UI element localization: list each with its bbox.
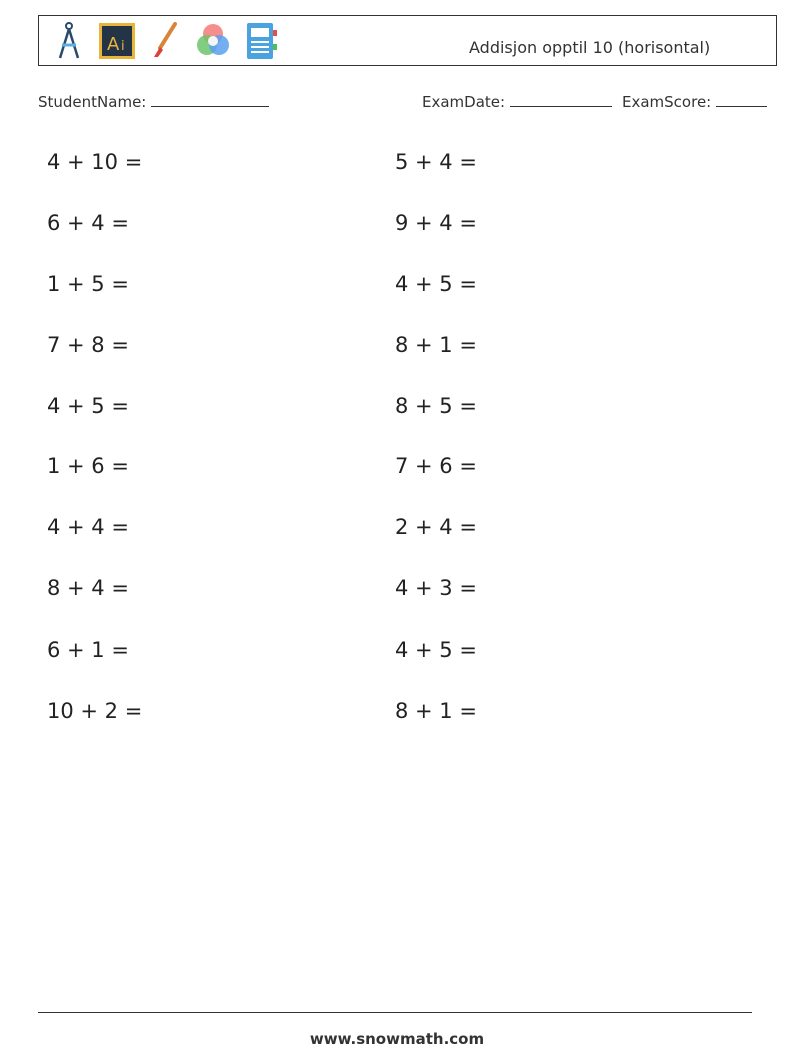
compass-icon: [49, 20, 89, 62]
problem-item: 1 + 6 =: [47, 454, 129, 478]
problem-item: 5 + 4 =: [395, 150, 477, 174]
problem-item: 8 + 4 =: [47, 576, 129, 600]
problem-item: 8 + 1 =: [395, 699, 477, 723]
problem-item: 6 + 4 =: [47, 211, 129, 235]
problem-item: 7 + 8 =: [47, 333, 129, 357]
notebook-icon: [241, 20, 281, 62]
footer-divider: [38, 1012, 752, 1013]
problem-item: 4 + 10 =: [47, 150, 143, 174]
paintbrush-icon: [145, 20, 185, 62]
exam-score-blank: [716, 92, 767, 107]
problem-item: 10 + 2 =: [47, 699, 143, 723]
problem-item: 4 + 5 =: [395, 638, 477, 662]
student-name-label: StudentName:: [38, 93, 147, 111]
problem-item: 4 + 4 =: [47, 515, 129, 539]
illustrator-icon: [97, 20, 137, 62]
svg-text:i: i: [121, 39, 125, 54]
exam-date-label: ExamDate:: [422, 93, 506, 111]
worksheet-title: Addisjon opptil 10 (horisontal): [469, 38, 711, 57]
svg-text:A: A: [107, 34, 120, 55]
exam-score-field: [622, 92, 767, 111]
worksheet-header: [38, 15, 777, 66]
problem-item: 6 + 1 =: [47, 638, 129, 662]
student-name-field: [38, 92, 269, 111]
problem-item: 8 + 1 =: [395, 333, 477, 357]
problem-item: 4 + 3 =: [395, 576, 477, 600]
problem-item: 4 + 5 =: [395, 272, 477, 296]
student-name-blank: [151, 92, 269, 107]
problem-item: 2 + 4 =: [395, 515, 477, 539]
problem-item: 4 + 5 =: [47, 394, 129, 418]
problem-item: 9 + 4 =: [395, 211, 477, 235]
problem-item: 7 + 6 =: [395, 454, 477, 478]
exam-score-label: ExamScore:: [622, 93, 712, 111]
exam-date-blank: [510, 92, 612, 107]
color-circles-icon: [193, 20, 233, 62]
footer-url[interactable]: www.snowmath.com: [309, 1030, 485, 1048]
header-icons: [49, 20, 281, 62]
problem-item: 1 + 5 =: [47, 272, 129, 296]
problem-item: 8 + 5 =: [395, 394, 477, 418]
exam-date-field: [422, 92, 612, 111]
